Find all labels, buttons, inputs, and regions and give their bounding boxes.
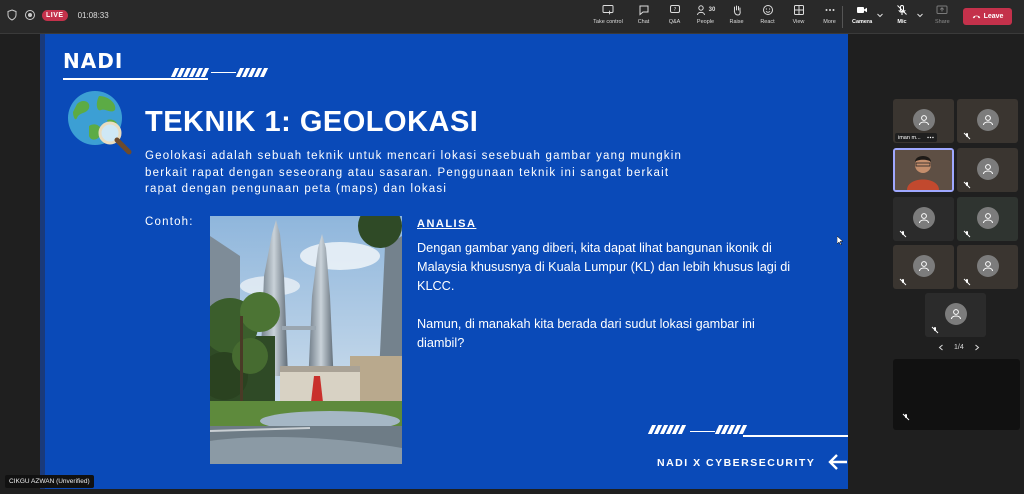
camera-label: Camera — [852, 19, 873, 25]
participant-tile[interactable] — [957, 99, 1018, 143]
decorative-stripes-footer — [650, 425, 684, 434]
camera-options-chevron-icon[interactable] — [876, 11, 884, 19]
avatar — [913, 255, 935, 277]
react-label: React — [760, 19, 775, 25]
gallery-pager — [938, 344, 980, 351]
self-view-tile[interactable] — [893, 359, 1020, 430]
share-button[interactable] — [935, 4, 950, 25]
analysis-paragraph-1: Dengan gambar yang diberi, kita dapat lihat bangunan ikonik di Malaysia khususnya di Kuala Lumpur (KL) dan lebih khusus lagi di KLCC. — [417, 241, 791, 293]
participant-tile[interactable] — [925, 293, 986, 337]
slide-title: TEKNIK 1: GEOLOKASI — [145, 106, 479, 138]
avatar — [977, 109, 999, 131]
person-icon — [982, 212, 994, 224]
mic-button[interactable] — [896, 4, 908, 25]
take-control-button[interactable] — [588, 4, 628, 30]
participant-tile[interactable] — [957, 245, 1018, 289]
meeting-timer: 01:08:33 — [77, 10, 109, 20]
decorative-stripes-right — [238, 68, 266, 77]
live-badge: LIVE — [42, 10, 68, 21]
mic-label: Mic — [897, 19, 907, 25]
petronas-towers-photo — [210, 216, 402, 464]
mic-muted-icon — [963, 181, 971, 189]
participant-name: iman m... — [898, 134, 921, 141]
slide-footer: NADI X CYBERSECURITY — [657, 457, 816, 469]
leave-label: Leave — [983, 13, 1004, 20]
shield-icon — [6, 9, 18, 21]
mic-muted-icon — [902, 413, 910, 421]
meeting-controls — [588, 4, 845, 30]
participant-video — [895, 150, 952, 190]
react-icon — [762, 4, 774, 16]
decorative-stripes — [173, 68, 207, 77]
svg-text:?: ? — [673, 7, 676, 14]
mic-muted-icon — [931, 326, 939, 334]
avatar — [977, 158, 999, 180]
mic-muted-icon — [963, 132, 971, 140]
participant-tile[interactable] — [893, 245, 954, 289]
mic-options-chevron-icon[interactable] — [916, 11, 924, 19]
person-icon — [918, 212, 930, 224]
decorative-line-short — [211, 72, 236, 73]
view-icon — [793, 4, 805, 16]
klcc-illustration — [210, 216, 402, 464]
more-options-icon[interactable] — [927, 134, 934, 141]
person-icon — [950, 308, 962, 320]
decorative-line-footer — [743, 435, 848, 437]
qa-label: Q&A — [668, 19, 681, 25]
person-icon — [918, 114, 930, 126]
decorative-stripes-footer-2 — [717, 425, 745, 434]
person-icon — [982, 260, 994, 272]
share-label: Share — [935, 19, 950, 25]
take-control-label: Take control — [593, 19, 623, 25]
share-icon — [936, 4, 948, 16]
people-count: 30 — [708, 7, 716, 13]
participant-tile-speaking[interactable] — [893, 148, 954, 192]
recording-icon — [24, 9, 36, 21]
decorative-line-footer-short — [690, 431, 715, 432]
people-icon-group — [696, 4, 716, 16]
shared-screen-slide — [40, 34, 848, 489]
globe-magnifier-icon — [63, 86, 133, 156]
phone-hangup-icon — [972, 12, 981, 21]
avatar — [945, 303, 967, 325]
mouse-cursor-icon — [837, 236, 844, 245]
participant-tile[interactable] — [893, 197, 954, 241]
decorative-line — [63, 78, 208, 80]
camera-icon — [856, 4, 868, 16]
analysis-paragraph-2: Namun, di manakah kita berada dari sudut lokasi gambar ini diambil? — [417, 317, 755, 350]
analysis-heading: ANALISA — [417, 218, 477, 230]
more-label: More — [823, 19, 836, 25]
people-label: People — [696, 19, 715, 25]
example-label: Contoh: — [145, 216, 194, 228]
participant-tile[interactable] — [957, 148, 1018, 192]
mic-muted-icon — [899, 230, 907, 238]
avatar — [977, 255, 999, 277]
more-icon — [824, 4, 836, 16]
qa-button[interactable] — [659, 4, 690, 30]
qa-icon — [669, 4, 681, 16]
people-button[interactable] — [690, 4, 721, 30]
chevron-left-icon[interactable] — [938, 344, 944, 351]
presenter-name-tag: CIKGU AZWAN (Unverified) — [5, 475, 94, 488]
slide-logo: NADI — [63, 49, 124, 73]
view-button[interactable] — [783, 4, 814, 30]
avatar — [913, 109, 935, 131]
leave-button[interactable] — [963, 8, 1012, 25]
mic-muted-icon — [896, 4, 908, 16]
mic-muted-icon — [899, 278, 907, 286]
raise-hand-button[interactable] — [721, 4, 752, 30]
person-icon — [918, 260, 930, 272]
participant-tile[interactable] — [957, 197, 1018, 241]
avatar — [977, 207, 999, 229]
chat-button[interactable] — [628, 4, 659, 30]
slide-description: Geolokasi adalah sebuah teknik untuk mencari lokasi sesebuah gambar yang mungkin berkait rapat dengan seseorang atau sasaran. Penggunaan teknik ini sangat berkait rapat dengan pengunaan peta (maps) dan lokasi — [145, 150, 683, 195]
mic-muted-icon — [963, 230, 971, 238]
mic-muted-icon — [963, 278, 971, 286]
participant-tile[interactable] — [893, 99, 954, 143]
raise-label: Raise — [729, 19, 744, 25]
chat-icon — [638, 4, 650, 16]
analysis-text — [417, 239, 802, 353]
meeting-status — [6, 9, 109, 21]
raise-hand-icon — [731, 4, 743, 16]
person-icon — [982, 163, 994, 175]
chevron-right-icon[interactable] — [974, 344, 980, 351]
toolbar-divider — [842, 6, 843, 28]
view-label: View — [792, 19, 805, 25]
person-icon — [982, 114, 994, 126]
chat-label: Chat — [637, 19, 650, 25]
camera-button[interactable] — [852, 4, 872, 25]
avatar — [913, 207, 935, 229]
meeting-toolbar — [0, 0, 1024, 34]
participant-name-tag — [895, 133, 937, 142]
page-indicator: 1/4 — [954, 344, 964, 351]
arrow-left-icon — [827, 453, 848, 471]
more-button[interactable] — [814, 4, 845, 30]
people-icon — [696, 4, 708, 16]
react-button[interactable] — [752, 4, 783, 30]
take-control-icon — [602, 4, 614, 16]
